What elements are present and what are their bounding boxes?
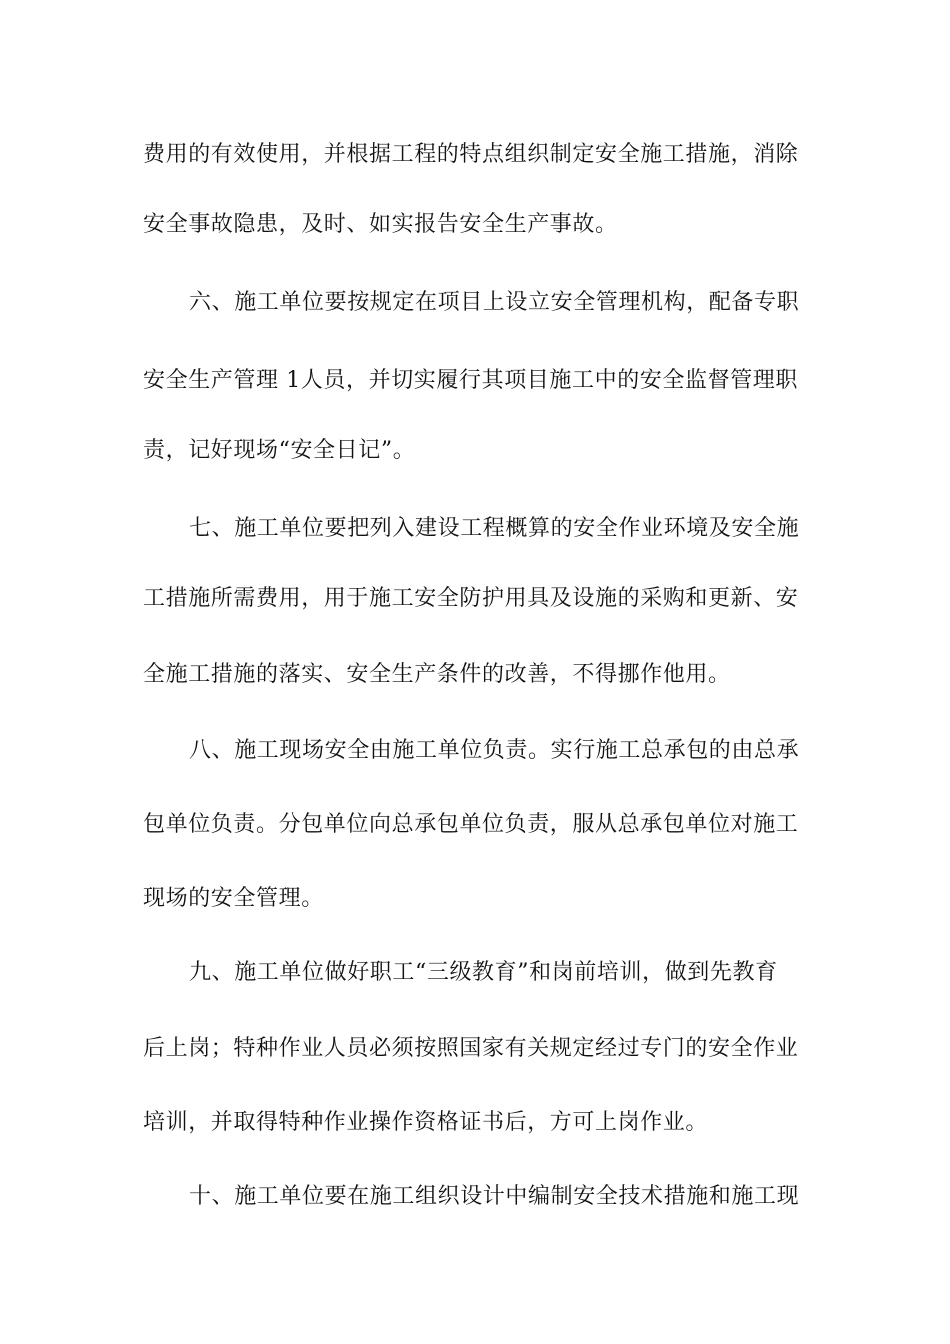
text-line: 责，记好现场“安全日记”。 [143, 438, 416, 463]
paragraph-7-start: 七、施工单位要把列入建设工程概算的安全作业环境及安全施 [189, 516, 800, 541]
paragraph-10-start: 十、施工单位要在施工组织设计中编制安全技术措施和施工现 [189, 1184, 800, 1209]
text-line: 费用的有效使用，并根据工程的特点组织制定安全施工措施，消除 [143, 142, 799, 167]
text-line: 全施工措施的落实、安全生产条件的改善，不得挪作他用。 [143, 662, 731, 687]
text-line: 安全事故隐患，及时、如实报告安全生产事故。 [143, 212, 618, 237]
paragraph-6-start: 六、施工单位要按规定在项目上设立安全管理机构，配备专职 [189, 290, 800, 315]
paragraph-8-start: 八、施工现场安全由施工单位负责。实行施工总承包的由总承 [189, 738, 800, 763]
text-line: 工措施所需费用，用于施工安全防护用具及设施的采购和更新、安 [143, 586, 799, 611]
text-line: 现场的安全管理。 [143, 886, 324, 911]
text-line: 培训，并取得特种作业操作资格证书后，方可上岗作业。 [143, 1110, 709, 1135]
text-line: 安全生产管理 1人员，并切实履行其项目施工中的安全监督管理职 [143, 368, 798, 393]
text-line: 后上岗；特种作业人员必须按照国家有关规定经过专门的安全作业 [143, 1036, 799, 1061]
text-line: 包单位负责。分包单位向总承包单位负责，服从总承包单位对施工 [143, 812, 799, 837]
paragraph-9-start: 九、施工单位做好职工“三级教育”和岗前培训，做到先教育 [189, 960, 778, 985]
